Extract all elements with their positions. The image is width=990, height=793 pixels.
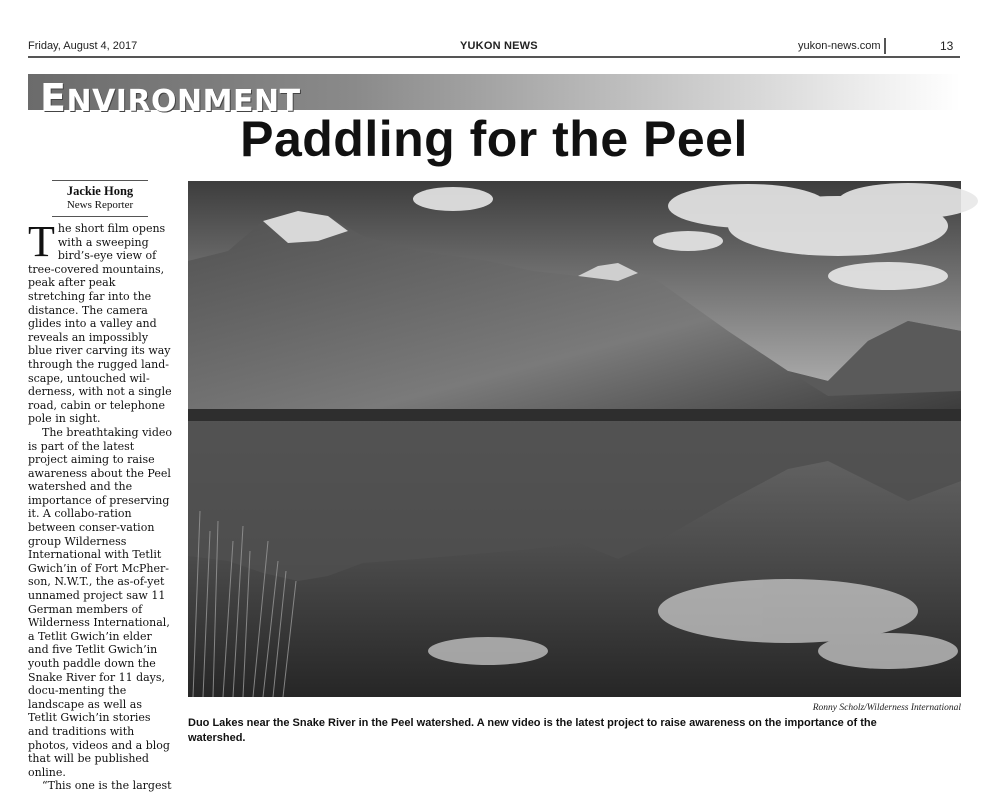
article-paragraph — [28, 217, 172, 426]
masthead-divider — [884, 38, 886, 54]
photo-illustration — [188, 181, 961, 697]
section-label-initial: E — [40, 76, 67, 120]
article-paragraph: “This one is the largest — [42, 779, 172, 793]
author-role: News Reporter — [66, 199, 134, 211]
section-banner — [28, 74, 960, 120]
author-name: Jackie Hong — [66, 184, 134, 198]
photo-caption: Duo Lakes near the Snake River in the Peel watershed. A new video is the latest project to raise awareness on the importance of the watershed. — [188, 717, 877, 744]
photo-credit: Ronny Scholz/Wilderness International — [812, 703, 961, 713]
paragraph-text: he short film opens with a sweeping bird’s-eye view of tree-covered mountains, peak after peak stretching far into the distance. The camera glides into a valley and reveals an impossibly blue river carving its way through the rugged land-scape, untouched wil-derness, with not a single road, cabin or telephone pole in sight. — [28, 222, 172, 426]
masthead-rule — [28, 56, 960, 58]
drop-cap: T — [28, 217, 55, 266]
page-masthead — [28, 38, 960, 56]
page-number: 13 — [940, 39, 954, 53]
newspaper-name: YUKON NEWS — [460, 40, 538, 52]
issue-date: Friday, August 4, 2017 — [28, 40, 138, 52]
article-headline: Paddling for the Peel — [240, 111, 748, 167]
lake-mountain-photo — [188, 181, 961, 697]
section-label-rest: NVIRONMENT — [66, 84, 301, 119]
byline — [52, 180, 148, 217]
website-link[interactable]: yukon-news.com — [798, 40, 881, 52]
article-paragraph: The breathtaking video is part of the latest project aiming to raise awareness about the Peel watershed and the importance of preserving it. A collabo-ration between conser-vation group Wilderness International with Tetlit Gwich’in of Fort McPher-son, N.W.T., the as-of-yet unnamed project saw 11 German members of Wilderness International, a Tetlit Gwich’in elder and five Tetlit Gwich’in youth paddle down the Snake River for 11 days, docu-menting the landscape as well as Tetlit Gwich’in stories and traditions with photos, videos and a blog that will be published online. — [28, 425, 172, 779]
shoreline — [188, 409, 961, 421]
article-body — [28, 217, 172, 793]
